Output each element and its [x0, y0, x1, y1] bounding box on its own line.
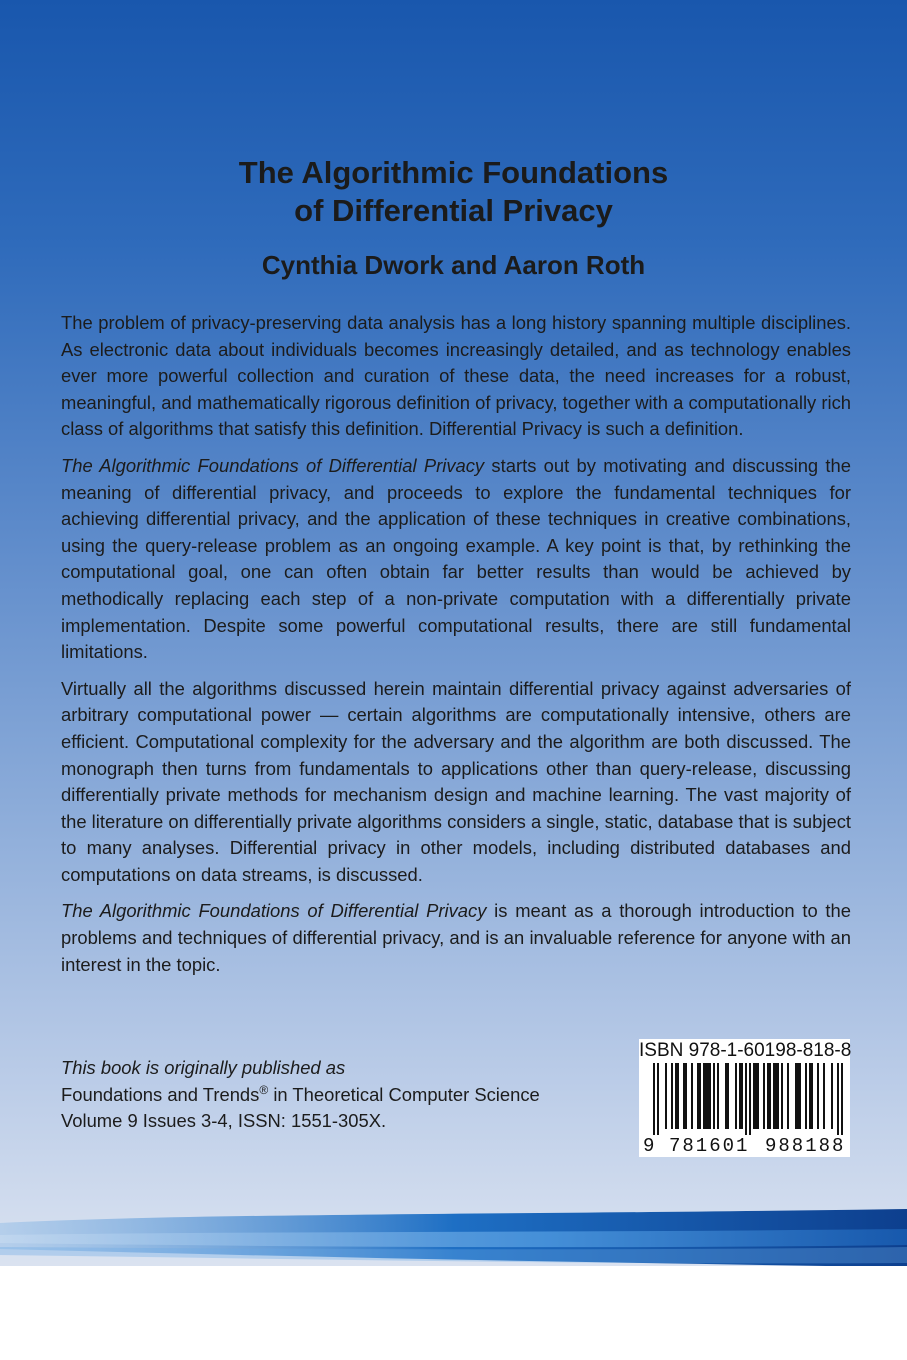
title-line-1: The Algorithmic Foundations: [238, 155, 669, 190]
isbn-barcode: [639, 1039, 850, 1157]
barcode-bar: [691, 1063, 693, 1129]
barcode-bar: [717, 1063, 719, 1129]
barcode-bar: [809, 1063, 813, 1129]
barcode-bar: [657, 1063, 659, 1135]
barcode-bar: [675, 1063, 679, 1129]
book-title: [0, 154, 907, 230]
barcode-bar: [671, 1063, 673, 1129]
barcode-bar: [703, 1063, 711, 1129]
barcode-bar: [841, 1063, 843, 1135]
barcode-bar: [683, 1063, 687, 1129]
journal-subject: in Theoretical Computer Science: [268, 1083, 540, 1105]
title-line-2: of Differential Privacy: [294, 193, 613, 228]
barcode-bar: [725, 1063, 729, 1129]
book-authors: Cynthia Dwork and Aaron Roth: [261, 250, 646, 280]
description-paragraph-2-text: starts out by motivating and discussing the meaning of differential privacy, and proceeds to explore the fundamental techniques for achieving differential privacy, and the application of these techniques in creative combinations, using the query-release problem as an ongoing example. A key point is that, by rethinking the computational goal, one can often obtain far better results than would be achieved by methodically replacing each step of a non-private computation with a differentially private implementation. Despite some powerful computational results, there are still fundamental limitations.: [61, 454, 852, 663]
barcode-bar: [713, 1063, 715, 1129]
barcode-bar: [653, 1063, 655, 1135]
barcode-bar: [735, 1063, 737, 1129]
description-paragraph-3: Virtually all the algorithms discussed herein maintain differential privacy against adversaries of arbitrary computational power — certain algorithms are computationally intensive, others are efficient. Computational complexity for the adversary and the algorithm are both discussed. The monograph then turns from fundamentals to applications other than query-release, discussing differentially private methods for mechanism design and machine learning. The vast majority of the literature on differentially private algorithms considers a single, static, database that is subject to many analyses. Differential privacy in other models, including distributed databases and computations on data streams, is discussed.: [61, 677, 851, 885]
publication-line-3: Volume 9 Issues 3-4, ISSN: 1551-305X.: [61, 1110, 387, 1131]
barcode-bar: [745, 1063, 747, 1135]
barcode-bar: [795, 1063, 801, 1129]
barcode-bar: [749, 1063, 751, 1135]
barcode-bar: [767, 1063, 771, 1129]
barcode-bar: [763, 1063, 765, 1129]
book-title-italic: The Algorithmic Foundations of Differential Privacy: [61, 900, 487, 922]
barcode-bar: [739, 1063, 743, 1129]
bottom-margin: [0, 1266, 907, 1360]
barcode-lead-digit: 9: [643, 1135, 655, 1157]
barcode-bar: [753, 1063, 759, 1129]
barcode-bar: [837, 1063, 839, 1135]
publication-line-1: This book is originally published as: [61, 1057, 346, 1078]
barcode-bar: [773, 1063, 779, 1129]
description-paragraph-1: The problem of privacy-preserving data analysis has a long history spanning multiple disciplines. As electronic data about individuals becomes increasingly detailed, and as technology enables ever more powerful collection and curation of these data, the need increases for a robust, meaningful, and mathematically rigorous definition of privacy, together with a computationally rich class of algorithms that satisfy this definition. Differential Privacy is such a definition.: [61, 312, 851, 440]
description-paragraph-2: [61, 453, 851, 666]
barcode-right-group: 988188: [765, 1135, 846, 1157]
publication-line-2: [61, 1082, 621, 1109]
barcode-bar: [697, 1063, 701, 1129]
barcode-bar: [817, 1063, 819, 1129]
book-title-italic: The Algorithmic Foundations of Differential Privacy: [61, 454, 485, 476]
barcode-bars: [639, 1063, 850, 1135]
barcode-bar: [787, 1063, 789, 1129]
barcode-bar: [805, 1063, 807, 1129]
barcode-bar: [781, 1063, 783, 1129]
description-paragraph-4-text: is meant as a thorough introduction to the problems and techniques of differential privacy, and is an invaluable reference for anyone with an interest in the topic.: [61, 900, 851, 975]
back-cover-description: [61, 310, 851, 988]
barcode-left-group: 781601: [669, 1135, 750, 1157]
barcode-bar: [823, 1063, 825, 1129]
journal-name: Foundations and Trends: [61, 1083, 260, 1105]
isbn-label: ISBN 978-1-60198-818-8: [639, 1040, 852, 1061]
description-paragraph-4: [61, 898, 851, 978]
registered-mark: ®: [259, 1082, 269, 1097]
publication-info: [61, 1055, 621, 1135]
barcode-bar: [665, 1063, 667, 1129]
barcode-bar: [831, 1063, 833, 1129]
